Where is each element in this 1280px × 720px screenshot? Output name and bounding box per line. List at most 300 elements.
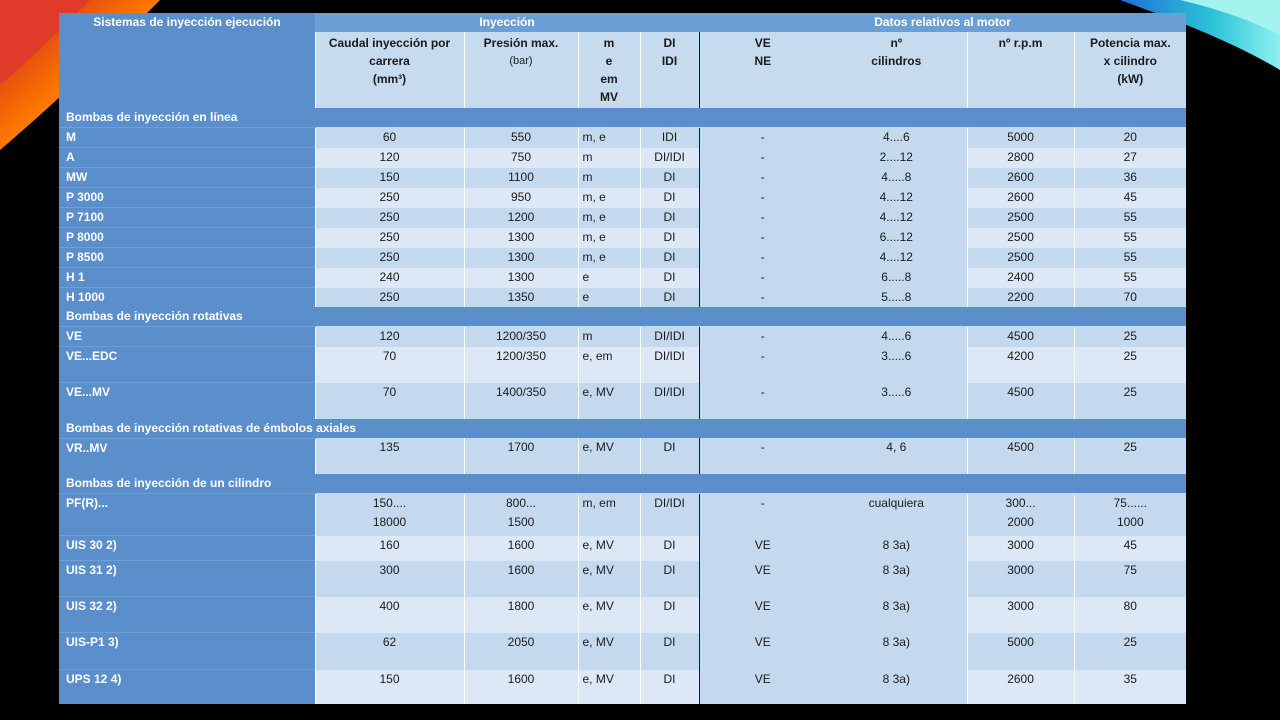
- cell-ve: [699, 561, 826, 597]
- cell-value: DI/IDI: [654, 328, 685, 343]
- table-row: [59, 347, 1186, 383]
- cell-value: VE...EDC: [66, 349, 118, 363]
- cell-value: 1300: [507, 229, 535, 244]
- cell-value: 8 3a): [882, 598, 910, 613]
- section-header-row: [59, 419, 1186, 439]
- cell-value: -: [760, 209, 765, 224]
- cell-value: DI: [663, 249, 676, 264]
- table-row: [59, 128, 1186, 148]
- cell-flow: [315, 288, 464, 308]
- cell-di: [640, 148, 699, 168]
- cell-value: 1400/350: [495, 384, 547, 399]
- section-header-row: [59, 108, 1186, 128]
- cell-flow: [315, 268, 464, 288]
- cell-value: e, MV: [582, 634, 614, 649]
- cell-value: 1000: [1116, 514, 1144, 529]
- cell-cyl: [826, 128, 967, 148]
- header-flow-line2: carrera: [369, 54, 410, 68]
- table-row: [59, 168, 1186, 188]
- cell-m: [578, 383, 640, 419]
- header-group-row: [59, 13, 1186, 32]
- cell-power: [1074, 597, 1186, 633]
- cell-name: [59, 288, 315, 308]
- cell-value: 3.....6: [881, 348, 912, 363]
- section-header-row: [59, 307, 1186, 327]
- cell-value: 3000: [1007, 537, 1034, 552]
- table-row: [59, 327, 1186, 347]
- cell-di: [640, 633, 699, 670]
- table-row: [59, 248, 1186, 268]
- cell-value: UPS 12 4): [66, 672, 122, 686]
- cell-value: m: [582, 169, 593, 184]
- cell-value: -: [760, 495, 765, 510]
- cell-value: 250: [379, 189, 400, 204]
- cell-value: 750: [510, 149, 532, 164]
- cell-name: [59, 168, 315, 188]
- cell-pressure: [464, 536, 578, 561]
- header-power-l1: Potencia max.: [1089, 36, 1171, 50]
- cell-value: 45: [1123, 537, 1137, 552]
- cell-value: 8 3a): [882, 537, 910, 552]
- cell-value: 250: [379, 289, 400, 304]
- cell-value: -: [760, 149, 765, 164]
- cell-value: 1200/350: [495, 328, 547, 343]
- cell-value: 4500: [1007, 328, 1034, 343]
- header-ve-l2: NE: [754, 54, 772, 68]
- cell-power: [1074, 268, 1186, 288]
- cell-ve: [699, 168, 826, 188]
- cell-value: m, e: [582, 209, 606, 224]
- cell-value: 250: [379, 209, 400, 224]
- cell-value: 55: [1123, 209, 1137, 224]
- cell-name: [59, 633, 315, 670]
- cell-flow1,flow2: [315, 494, 464, 536]
- cell-ve: [699, 383, 826, 419]
- injection-systems-table: [59, 13, 1186, 704]
- cell-value: DI: [663, 634, 676, 649]
- cell-name: [59, 347, 315, 383]
- cell-cyl: [826, 188, 967, 208]
- cell-m: [578, 561, 640, 597]
- cell-value: 2600: [1007, 189, 1034, 204]
- cell-value: 2200: [1007, 289, 1034, 304]
- cell-value: 20: [1123, 129, 1137, 144]
- table-row: [59, 536, 1186, 561]
- cell-value: 1100: [508, 169, 534, 184]
- cell-name: [59, 248, 315, 268]
- cell-value: 550: [510, 129, 532, 144]
- cell-value: m, e: [582, 249, 606, 264]
- cell-value: 135: [379, 440, 400, 454]
- cell-value: 36: [1123, 169, 1137, 184]
- cell-value: 4....12: [879, 189, 913, 204]
- cell-pressure: [464, 597, 578, 633]
- cell-value: VE: [754, 562, 771, 577]
- cell-cyl: [826, 168, 967, 188]
- cell-value: 1600: [507, 562, 535, 577]
- cell-value: 2500: [1007, 229, 1034, 244]
- cell-power: [1074, 208, 1186, 228]
- table-row: [59, 208, 1186, 228]
- cell-value: 2050: [507, 634, 535, 649]
- header-pressure: [464, 32, 578, 108]
- cell-value: 25: [1123, 634, 1137, 649]
- cell-value: 4.....6: [881, 328, 912, 343]
- cell-name: [59, 208, 315, 228]
- cell-value: DI: [663, 440, 676, 454]
- cell-rpm: [967, 597, 1074, 633]
- table-row: [59, 288, 1186, 308]
- cell-name: [59, 561, 315, 597]
- cell-flow: [315, 188, 464, 208]
- cell-rpm: [967, 383, 1074, 419]
- cell-value: 1200/350: [495, 348, 547, 363]
- cell-value: 1200: [507, 209, 535, 224]
- header-m: [578, 32, 640, 108]
- cell-m: [578, 128, 640, 148]
- header-cyl-l1: nº: [890, 36, 903, 50]
- cell-cyl: [826, 148, 967, 168]
- cell-value: -: [760, 249, 765, 264]
- cell-name: [59, 228, 315, 248]
- cell-name: [59, 438, 315, 474]
- cell-value: 5.....8: [881, 289, 912, 304]
- cell-value: 6.....8: [881, 269, 912, 284]
- cell-value: DI: [663, 671, 676, 686]
- cell-value: 300...: [1005, 495, 1036, 510]
- cell-ve: [699, 208, 826, 228]
- cell-value: -: [760, 269, 765, 284]
- cell-rpm: [967, 208, 1074, 228]
- cell-di: [640, 188, 699, 208]
- cell-di: [640, 228, 699, 248]
- cell-name: [59, 148, 315, 168]
- cell-flow: [315, 148, 464, 168]
- cell-name: [59, 268, 315, 288]
- cell-di: [640, 494, 699, 536]
- header-ve: [699, 32, 826, 108]
- cell-value: DI/IDI: [654, 384, 685, 399]
- cell-cyl: [826, 208, 967, 228]
- cell-di: [640, 438, 699, 474]
- cell-power: [1074, 248, 1186, 268]
- cell-power: [1074, 188, 1186, 208]
- header-ve-l1: VE: [754, 36, 771, 50]
- cell-m: [578, 536, 640, 561]
- cell-value: 2500: [1007, 249, 1034, 264]
- cell-value: 2600: [1007, 169, 1034, 184]
- cell-di: [640, 670, 699, 705]
- cell-flow: [315, 168, 464, 188]
- cell-ve: [699, 128, 826, 148]
- header-pressure-unit: (bar): [509, 55, 533, 67]
- cell-value: m: [582, 149, 593, 164]
- cell-ve: [699, 536, 826, 561]
- cell-power: [1074, 148, 1186, 168]
- cell-ve: [699, 670, 826, 705]
- cell-value: -: [760, 129, 765, 144]
- table-row: [59, 561, 1186, 597]
- header-power-l3: (kW): [1117, 72, 1144, 86]
- cell-cyl: [826, 228, 967, 248]
- cell-cyl: [826, 597, 967, 633]
- cell-m: [578, 347, 640, 383]
- section-header-row: [59, 474, 1186, 494]
- cell-power: [1074, 347, 1186, 383]
- cell-value: 3.....6: [881, 384, 912, 399]
- cell-value: -: [760, 328, 765, 343]
- cell-flow: [315, 536, 464, 561]
- cell-power: [1074, 168, 1186, 188]
- cell-value: PF(R)...: [66, 496, 108, 510]
- cell-value: 240: [379, 269, 400, 284]
- cell-value: e, MV: [582, 671, 614, 686]
- cell-m: [578, 248, 640, 268]
- header-columns-row: [59, 32, 1186, 108]
- cell-di: [640, 268, 699, 288]
- cell-name: [59, 670, 315, 705]
- cell-value: VR..MV: [66, 440, 108, 455]
- cell-value: 4....12: [879, 209, 913, 224]
- cell-value: 4, 6: [886, 440, 907, 454]
- cell-power: [1074, 561, 1186, 597]
- cell-value: 250: [379, 249, 400, 264]
- cell-flow: [315, 670, 464, 705]
- cell-value: 8 3a): [882, 671, 910, 686]
- cell-ve: [699, 148, 826, 168]
- cell-value: 70: [1123, 289, 1137, 304]
- cell-pressure: [464, 128, 578, 148]
- cell-value: 8 3a): [882, 634, 910, 649]
- cell-value: DI: [663, 209, 676, 224]
- cell-pressure: [464, 208, 578, 228]
- table-row: [59, 383, 1186, 419]
- cell-di: [640, 347, 699, 383]
- cell-value: 62: [382, 634, 397, 649]
- cell-power: [1074, 327, 1186, 347]
- cell-value: 2500: [1007, 209, 1034, 224]
- cell-value: DI/IDI: [654, 495, 685, 510]
- cell-value: e, MV: [582, 562, 614, 577]
- cell-value: -: [760, 384, 765, 399]
- cell-value: e, MV: [582, 598, 614, 613]
- cell-ve: [699, 597, 826, 633]
- cell-value: m: [582, 328, 593, 343]
- header-injection-group: Inyección: [315, 13, 699, 32]
- header-system-spacer: [59, 32, 315, 108]
- cell-value: VE: [66, 329, 83, 343]
- cell-flow: [315, 327, 464, 347]
- cell-m: [578, 188, 640, 208]
- cell-power: [1074, 536, 1186, 561]
- cell-name: [59, 494, 315, 536]
- cell-cyl: [826, 536, 967, 561]
- cell-rpm: [967, 288, 1074, 308]
- cell-value: e, MV: [582, 440, 614, 454]
- cell-m: [578, 148, 640, 168]
- cell-rpm: [967, 670, 1074, 705]
- cell-value: m, e: [582, 129, 606, 144]
- cell-ve: [699, 268, 826, 288]
- cell-pressure: [464, 228, 578, 248]
- cell-power: [1074, 128, 1186, 148]
- cell-value: 27: [1123, 149, 1137, 164]
- cell-value: 250: [379, 229, 400, 244]
- cell-value: 5000: [1007, 129, 1034, 144]
- cell-value: DI: [663, 269, 676, 284]
- cell-value: A: [66, 150, 75, 164]
- cell-value: DI: [663, 189, 676, 204]
- cell-pressure: [464, 168, 578, 188]
- cell-cyl: [826, 327, 967, 347]
- cell-di: [640, 128, 699, 148]
- cell-value: 150....: [372, 495, 407, 510]
- cell-flow: [315, 248, 464, 268]
- cell-value: 120: [379, 328, 400, 343]
- cell-ve: [699, 347, 826, 383]
- cell-value: DI: [663, 598, 676, 613]
- cell-rpm: [967, 188, 1074, 208]
- cell-value: VE: [754, 537, 771, 552]
- cell-rpm: [967, 228, 1074, 248]
- cell-value: 2400: [1007, 269, 1034, 284]
- cell-cyl: [826, 494, 967, 536]
- cell-value: 45: [1123, 189, 1137, 204]
- cell-value: 55: [1123, 269, 1137, 284]
- cell-value: 400: [379, 598, 400, 613]
- cell-value: 1600: [507, 537, 535, 552]
- cell-value: DI: [663, 169, 676, 184]
- cell-value: P 8500: [66, 250, 104, 264]
- cell-value: e: [582, 289, 590, 304]
- cell-rpm: [967, 168, 1074, 188]
- header-m-l1: m: [603, 36, 615, 50]
- cell-value: -: [760, 169, 765, 184]
- cell-cyl: [826, 347, 967, 383]
- cell-value: 2....12: [879, 149, 913, 164]
- cell-value: 1700: [507, 440, 535, 454]
- cell-rpm: [967, 438, 1074, 474]
- header-cyl-l2: cilindros: [871, 54, 922, 68]
- cell-value: -: [760, 229, 765, 244]
- cell-cyl: [826, 383, 967, 419]
- cell-di: [640, 288, 699, 308]
- cell-flow: [315, 597, 464, 633]
- cell-value: MW: [66, 170, 88, 184]
- cell-value: UIS 31 2): [66, 563, 117, 577]
- header-di-l1: DI: [663, 36, 676, 50]
- cell-rpm: [967, 327, 1074, 347]
- cell-value: 55: [1123, 249, 1137, 264]
- cell-cyl: [826, 268, 967, 288]
- cell-value: DI/IDI: [654, 149, 685, 164]
- section-title: Bombas de inyección rotativas de émbolos axiales: [59, 419, 1186, 439]
- cell-ve: [699, 327, 826, 347]
- cell-value: 4500: [1007, 384, 1034, 399]
- cell-pressure: [464, 148, 578, 168]
- cell-value: 2000: [1007, 514, 1034, 529]
- cell-value: 4....6: [882, 129, 910, 144]
- cell-value: 4200: [1007, 348, 1034, 363]
- header-power: [1074, 32, 1186, 108]
- cell-di: [640, 208, 699, 228]
- cell-value: 60: [382, 129, 397, 144]
- cell-value: 950: [510, 189, 532, 204]
- cell-rpm: [967, 128, 1074, 148]
- cell-di: [640, 597, 699, 633]
- cell-value: 3000: [1007, 598, 1034, 613]
- cell-m: [578, 438, 640, 474]
- header-power-l2: x cilindro: [1103, 54, 1157, 68]
- cell-value: 300: [379, 562, 400, 577]
- cell-ve: [699, 188, 826, 208]
- cell-value: e, MV: [582, 537, 614, 552]
- cell-value: 55: [1123, 229, 1137, 244]
- cell-value: 1500: [507, 514, 535, 529]
- cell-m: [578, 268, 640, 288]
- cell-value: 1350: [507, 289, 535, 304]
- cell-pressure: [464, 288, 578, 308]
- cell-value: H 1000: [66, 290, 105, 304]
- cell-m: [578, 228, 640, 248]
- cell-value: 75......: [1113, 495, 1147, 510]
- cell-ve: [699, 438, 826, 474]
- cell-power: [1074, 383, 1186, 419]
- table-row: [59, 633, 1186, 670]
- cell-value: cualquiera: [868, 495, 924, 510]
- cell-name: [59, 128, 315, 148]
- cell-value: 70: [382, 384, 397, 399]
- cell-value: H 1: [66, 270, 85, 284]
- cell-name: [59, 188, 315, 208]
- cell-value: m, em: [582, 495, 616, 510]
- cell-power: [1074, 438, 1186, 474]
- cell-value: -: [760, 289, 765, 304]
- cell-rpm: [967, 536, 1074, 561]
- cell-flow: [315, 347, 464, 383]
- cell-value: DI: [663, 289, 676, 304]
- header-rpm: nº r.p.m: [967, 32, 1074, 108]
- cell-value: 25: [1123, 384, 1137, 399]
- cell-flow: [315, 128, 464, 148]
- cell-value: 25: [1123, 440, 1137, 454]
- section-title: Bombas de inyección rotativas: [59, 307, 1186, 327]
- table-row: [59, 148, 1186, 168]
- cell-value: 1300: [507, 249, 535, 264]
- cell-value: P 3000: [66, 190, 104, 204]
- header-di-l2: IDI: [661, 54, 678, 68]
- cell-value: 75: [1123, 562, 1137, 577]
- cell-pressure: [464, 188, 578, 208]
- table-row: [59, 670, 1186, 705]
- cell-value: VE...MV: [66, 385, 111, 399]
- cell-value: VE: [754, 598, 771, 613]
- cell-value: 3000: [1007, 562, 1034, 577]
- section-title: Bombas de inyección de un cilindro: [59, 474, 1186, 494]
- header-cylinders: [826, 32, 967, 108]
- cell-value: 25: [1123, 328, 1137, 343]
- cell-value: DI/IDI: [654, 348, 685, 363]
- header-flow-line1: Caudal inyección por: [328, 36, 451, 50]
- table-row: [59, 438, 1186, 474]
- cell-value: 160: [379, 537, 400, 552]
- cell-value: -: [760, 189, 765, 204]
- table-row: [59, 188, 1186, 208]
- cell-value: 18000: [372, 514, 407, 529]
- cell-rpm: [967, 268, 1074, 288]
- cell-rpm: [967, 561, 1074, 597]
- cell-value: 800...: [505, 495, 537, 510]
